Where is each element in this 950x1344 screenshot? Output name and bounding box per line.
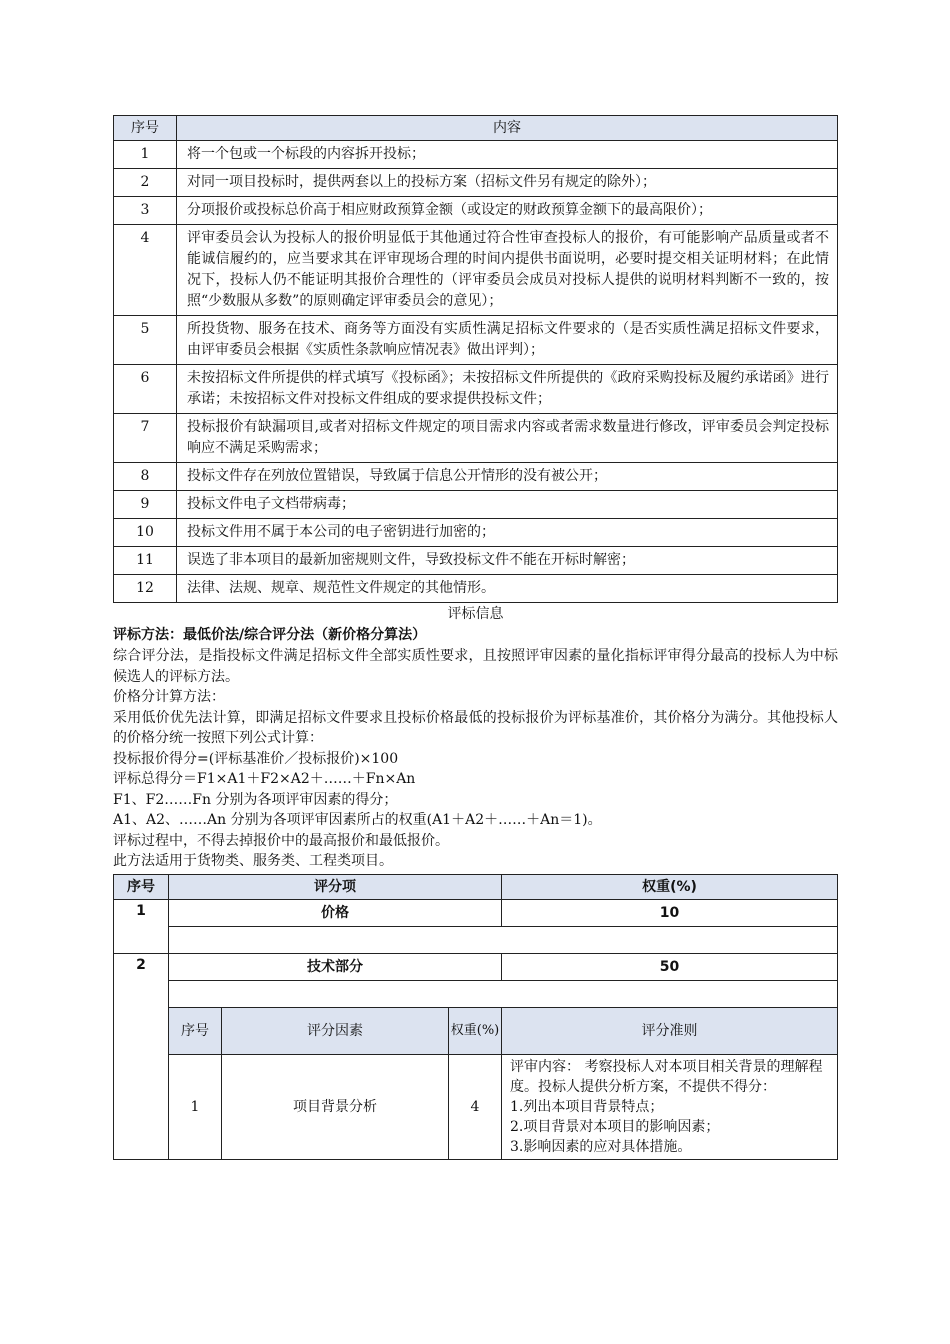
empty-cell <box>169 980 838 1007</box>
paragraph: 综合评分法，是指投标文件满足招标文件全部实质性要求，且按照评审因素的量化指标评审得分最高的投标人为中标候选人的评标方法。 <box>113 648 838 685</box>
method-description <box>113 646 838 872</box>
criteria-line: 2.项目背景对本项目的影响因素； <box>510 1118 720 1135</box>
row-no: 5 <box>114 316 177 365</box>
subfactor-header-weight: 权重(%) <box>449 1007 502 1054</box>
item-name: 技术部分 <box>169 953 502 980</box>
header-content: 内容 <box>177 116 838 141</box>
criteria-line: 3.影响因素的应对具体措施。 <box>510 1138 692 1155</box>
row-text: 评审委员会认为投标人的报价明显低于其他通过符合性审查投标人的报价，有可能影响产品质量或者不能诚信履约的，应当要求其在评审现场合理的时间内提供书面说明，必要时提交相关证明材料；在此情况下，投标人仍不能证明其报价合理性的（评审委员会成员对投标人提供的说明材料判断不一致的，按照“少数服从多数”的原则确定评审委员会的意见）； <box>177 225 838 316</box>
item-no: 1 <box>114 899 169 953</box>
item-no: 2 <box>114 953 169 1159</box>
paragraph: 采用低价优先法计算，即满足招标文件要求且投标价格最低的投标报价为评标基准价，其价格分为满分。其他投标人的价格分统一按照下列公式计算： <box>113 709 838 746</box>
row-no: 10 <box>114 519 177 547</box>
paragraph: 此方法适用于货物类、服务类、工程类项目。 <box>113 853 393 869</box>
table-row <box>114 491 838 519</box>
criteria-line: 1.列出本项目背景特点； <box>510 1098 664 1115</box>
table-row <box>114 316 838 365</box>
table-row <box>114 365 838 414</box>
row-no: 1 <box>114 141 177 169</box>
subfactor-criteria <box>502 1054 838 1159</box>
table-row <box>114 463 838 491</box>
table-row <box>114 169 838 197</box>
table-caption: 评标信息 <box>447 606 504 622</box>
paragraph: 评标过程中，不得去掉报价中的最高报价和最低报价。 <box>113 832 449 849</box>
item-name: 价格 <box>169 899 502 926</box>
item-weight: 50 <box>502 953 838 980</box>
table-row <box>114 575 838 603</box>
table-header-row <box>114 116 838 141</box>
row-text: 分项报价或投标总价高于相应财政预算金额（或设定的财政预算金额下的最高限价）； <box>177 197 838 225</box>
subfactor-weight: 4 <box>449 1054 502 1159</box>
scoring-header-weight: 权重(%) <box>502 874 838 899</box>
scoring-table <box>113 874 838 1160</box>
row-text: 法律、法规、规章、规范性文件规定的其他情形。 <box>177 575 838 603</box>
row-no: 11 <box>114 547 177 575</box>
document-page <box>113 115 838 1160</box>
subfactor-no: 1 <box>169 1054 222 1159</box>
paragraph: 评标总得分＝F1×A1＋F2×A2＋……＋Fn×An <box>113 771 416 787</box>
row-text: 未按招标文件所提供的样式填写《投标函》；未按招标文件所提供的《政府采购投标及履约承诺函》进行承诺；未按招标文件对投标文件组成的要求提供投标文件； <box>177 365 838 414</box>
table-row <box>114 225 838 316</box>
table-row <box>114 414 838 463</box>
subfactor-header-no: 序号 <box>169 1007 222 1054</box>
row-no: 4 <box>114 225 177 316</box>
row-text: 投标文件用不属于本公司的电子密钥进行加密的； <box>177 519 838 547</box>
scoring-header-row <box>114 874 838 899</box>
table-row <box>114 519 838 547</box>
row-text: 将一个包或一个标段的内容拆开投标； <box>177 141 838 169</box>
empty-cell <box>169 926 838 953</box>
row-no: 6 <box>114 365 177 414</box>
row-no: 2 <box>114 169 177 197</box>
table-row <box>114 197 838 225</box>
row-text: 对同一项目投标时，提供两套以上的投标方案（招标文件另有规定的除外）； <box>177 169 838 197</box>
table-row <box>114 547 838 575</box>
header-no: 序号 <box>114 116 177 141</box>
paragraph: 投标报价得分=(评标基准价／投标报价)×100 <box>113 750 399 767</box>
method-heading: 评标方法：最低价法/综合评分法（新价格分算法） <box>113 627 427 643</box>
subfactor-header-criteria: 评分准则 <box>502 1007 838 1054</box>
subfactor-header-factor: 评分因素 <box>222 1007 449 1054</box>
scoring-header-no: 序号 <box>114 874 169 899</box>
row-text: 所投货物、服务在技术、商务等方面没有实质性满足招标文件要求的（是否实质性满足招标文件要求，由评审委员会根据《实质性条款响应情况表》做出评判）； <box>177 316 838 365</box>
subfactor-row <box>114 1054 838 1159</box>
criteria-line: 评审内容： 考察投标人对本项目相关背景的理解程度。投标人提供分析方案，不提供不得分： <box>510 1058 823 1095</box>
scoring-spacer-row <box>114 980 838 1007</box>
scoring-row-price <box>114 899 838 926</box>
row-text: 投标报价有缺漏项目,或者对招标文件规定的项目需求内容或者需求数量进行修改，评审委员会判定投标响应不满足采购需求； <box>177 414 838 463</box>
row-no: 7 <box>114 414 177 463</box>
table-row <box>114 141 838 169</box>
row-no: 3 <box>114 197 177 225</box>
row-text: 误选了非本项目的最新加密规则文件，导致投标文件不能在开标时解密； <box>177 547 838 575</box>
subfactor-name: 项目背景分析 <box>222 1054 449 1159</box>
row-text: 投标文件存在列放位置错误，导致属于信息公开情形的没有被公开； <box>177 463 838 491</box>
item-weight: 10 <box>502 899 838 926</box>
row-text: 投标文件电子文档带病毒； <box>177 491 838 519</box>
scoring-header-item: 评分项 <box>169 874 502 899</box>
row-no: 9 <box>114 491 177 519</box>
scoring-row-technical <box>114 953 838 980</box>
rejection-conditions-table <box>113 115 838 603</box>
scoring-spacer-row <box>114 926 838 953</box>
paragraph: A1、A2、……An 分别为各项评审因素所占的权重(A1＋A2＋……＋An＝1)。 <box>113 812 602 828</box>
row-no: 8 <box>114 463 177 491</box>
paragraph: 价格分计算方法： <box>113 689 225 705</box>
subfactor-header-row <box>114 1007 838 1054</box>
paragraph: F1、F2……Fn 分别为各项评审因素的得分； <box>113 791 398 808</box>
row-no: 12 <box>114 575 177 603</box>
